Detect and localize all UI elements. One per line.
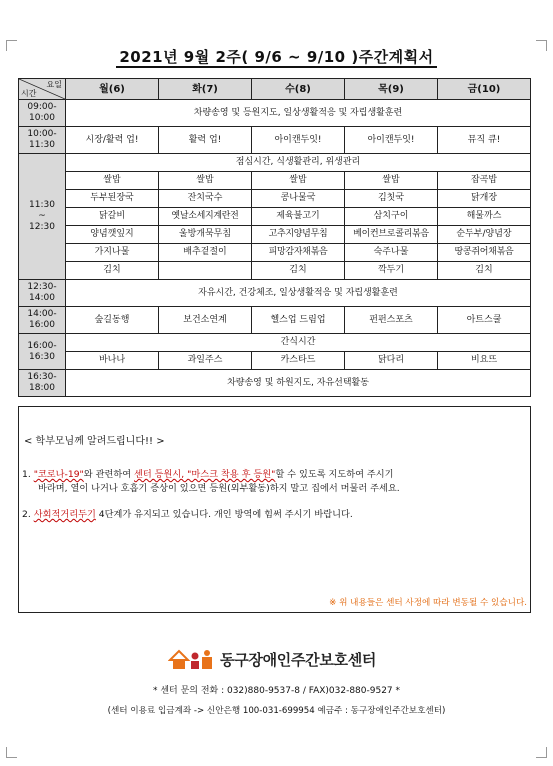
weekly-plan-table [18,78,531,397]
table-row [19,154,531,172]
menu-row [19,262,531,280]
distancing-text: 사회적거리두기 [33,509,96,520]
menu-cell: 가지나물 [66,244,159,262]
time-cell: 11:30 ~ 12:30 [19,154,66,280]
lunch-header: 점심시간, 식생활관리, 위생관리 [66,154,531,172]
activity-cell: 보건소연계 [159,307,252,334]
activity-span: 차량송영 및 등원지도, 일상생활적응 및 자립생활훈련 [66,100,531,127]
contact-info: * 센터 문의 전화 : 032)880-9537-8 / FAX)032-880-9527 * [152,686,401,696]
menu-cell: 잡곡밥 [438,172,531,190]
day-header-mon: 월(6) [66,79,159,100]
menu-cell: 닭개장 [438,190,531,208]
item-number: 1. [22,469,31,480]
menu-cell: 순두부/양념장 [438,226,531,244]
snack-cell: 비요뜨 [438,352,531,370]
menu-cell: 김치 [66,262,159,280]
activity-cell: 아이캔두잇! [252,127,345,154]
time-cell: 10:00- 11:30 [19,127,66,154]
time-cell: 12:30- 14:00 [19,280,66,307]
menu-row [19,190,531,208]
corner-mark-bottom-right [536,747,547,758]
menu-cell: 잔치국수 [159,190,252,208]
org-logo-icon [168,648,214,670]
day-header-tue: 화(7) [159,79,252,100]
menu-cell: 양념깻잎지 [66,226,159,244]
menu-cell: 베이컨브로콜리볶음 [345,226,438,244]
activity-cell: 뮤직 큐! [438,127,531,154]
activity-cell: 아이캔두잇! [345,127,438,154]
menu-cell: 옛날소세지계란전 [159,208,252,226]
time-cell: 16:00- 16:30 [19,334,66,370]
menu-cell: 숙주나물 [345,244,438,262]
menu-cell: 삼치구이 [345,208,438,226]
snack-header: 간식시간 [66,334,531,352]
corner-mark-bottom-left [6,747,17,758]
time-label: 시간 [21,89,37,98]
day-label: 요일 [46,80,62,89]
menu-row [19,226,531,244]
menu-cell: 고추지양념무침 [252,226,345,244]
snack-cell: 바나나 [66,352,159,370]
menu-cell: 김칫국 [345,190,438,208]
item-number: 2. [22,509,31,520]
menu-row [19,208,531,226]
table-row [19,100,531,127]
day-header-wed: 수(8) [252,79,345,100]
menu-cell: 깍두기 [345,262,438,280]
table-row [19,370,531,397]
menu-cell: 콩나물국 [252,190,345,208]
notice-item-1 [22,468,394,482]
notice-item-2 [22,508,353,522]
notice-item-1-line2: 바라며, 열이 나거나 호흡기 증상이 있으면 등원(외부활동)하지 말고 집에서 머물러 주세요. [38,483,400,494]
item-text: 할 수 있도록 지도하여 주시기 [275,469,394,480]
page-title: 2021년 9월 2주( 9/6 ~ 9/10 )주간계획서 [0,46,553,67]
menu-cell: 쌀밥 [66,172,159,190]
menu-cell: 제육불고기 [252,208,345,226]
menu-cell: 쌀밥 [252,172,345,190]
menu-cell: 쌀밥 [159,172,252,190]
menu-cell: 울방개묵무침 [159,226,252,244]
time-cell: 09:00- 10:00 [19,100,66,127]
snack-cell: 과일주스 [159,352,252,370]
mask-text: 센터 등원시, "마스크 착용 후 등원" [134,469,276,480]
table-row [19,334,531,352]
covid-text: "코로나-19" [33,469,84,480]
activity-span: 차량송영 및 하원지도, 자유선택활동 [66,370,531,397]
menu-cell: 배추겉절이 [159,244,252,262]
day-header-thu: 목(9) [345,79,438,100]
time-cell: 16:30- 18:00 [19,370,66,397]
table-row [19,307,531,334]
activity-span: 자유시간, 건강체조, 일상생활적응 및 자립생활훈련 [66,280,531,307]
activity-cell: 펀펀스포츠 [345,307,438,334]
table-row [19,280,531,307]
menu-cell: 쌀밥 [345,172,438,190]
menu-cell: 땅콩쥐어채볶음 [438,244,531,262]
snack-cell: 카스타드 [252,352,345,370]
menu-cell [159,262,252,280]
time-cell: 14:00- 16:00 [19,307,66,334]
activity-cell: 아트스쿨 [438,307,531,334]
item-text: 4단계가 유지되고 있습니다. 개인 방역에 힘써 주시기 바랍니다. [95,509,353,520]
day-header-fri: 금(10) [438,79,531,100]
activity-cell: 시장/활력 업! [66,127,159,154]
activity-cell: 활력 업! [159,127,252,154]
snack-row [19,352,531,370]
menu-cell: 두부된장국 [66,190,159,208]
menu-cell: 닭갈비 [66,208,159,226]
menu-cell: 피망감자채볶음 [252,244,345,262]
day-time-corner [19,79,66,100]
org-name: 동구장애인주간보호센터 [220,650,377,669]
menu-row [19,244,531,262]
menu-cell: 김치 [252,262,345,280]
menu-row [19,172,531,190]
table-row [19,127,531,154]
menu-cell: 김치 [438,262,531,280]
item-text: 와 관련하여 [83,469,135,480]
notice-heading: < 학부모님께 알려드립니다!! > [24,436,165,447]
activity-cell: 숲길동행 [66,307,159,334]
notice-footnote: ※ 위 내용들은 센터 사정에 따라 변동될 수 있습니다. [329,598,527,608]
organization-block [168,648,376,670]
activity-cell: 헬스업 드림업 [252,307,345,334]
snack-cell: 닭다리 [345,352,438,370]
menu-cell: 해물까스 [438,208,531,226]
account-info: (센터 이용료 입금계좌 -> 신안은행 100-031-699954 예금주 : 동구장애인주간보호센터) [107,706,446,716]
table-header-row [19,79,531,100]
